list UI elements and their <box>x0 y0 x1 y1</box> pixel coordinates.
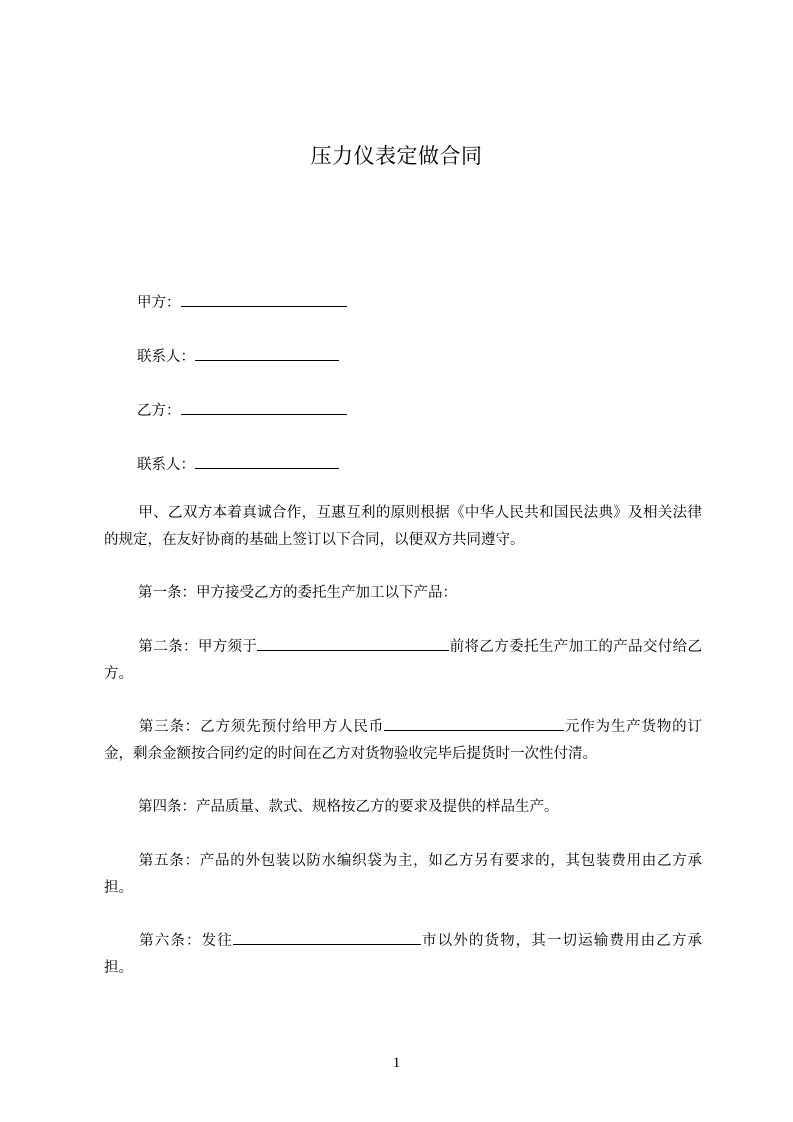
article-4-text: 第四条：产品质量、款式、规格按乙方的要求及提供的样品生产。 <box>138 799 559 815</box>
contact-a-label: 联系人： <box>137 349 195 365</box>
contact-b-label: 联系人： <box>137 457 195 473</box>
article-5 <box>104 848 702 902</box>
article-6-blank <box>233 930 421 945</box>
contact-b-field <box>137 453 339 474</box>
document-title: 压力仪表定做合同 <box>310 144 483 168</box>
article-3-text-after: 元作为生产货物的订金，剩余金额按合同约定的时间在乙方对货物验收完毕后提货时一次性付清。 <box>104 719 703 762</box>
article-6-text-after: 市以外的货物，其一切运输费用由乙方承担。 <box>104 933 703 976</box>
article-5-text: 第五条：产品的外包装以防水编织袋为主，如乙方另有要求的，其包装费用由乙方承担。 <box>104 853 702 896</box>
article-1-text: 第一条：甲方接受乙方的委托生产加工以下产品： <box>138 585 457 601</box>
party-b-field <box>137 399 347 420</box>
article-3 <box>104 714 702 768</box>
article-1 <box>104 580 702 607</box>
article-3-text-before: 第三条：乙方须先预付给甲方人民币 <box>138 719 385 735</box>
article-4 <box>104 794 702 821</box>
contact-a-blank <box>195 346 339 361</box>
article-6-text-before: 第六条：发往 <box>138 933 233 949</box>
article-6 <box>104 928 702 982</box>
party-b-label: 乙方： <box>137 403 181 419</box>
party-b-blank <box>181 400 347 415</box>
article-3-blank <box>384 716 564 731</box>
article-2-text-after: 前将乙方委托生产加工的产品交付给乙方。 <box>104 639 703 682</box>
party-a-blank <box>181 292 347 307</box>
party-a-label: 甲方： <box>137 295 181 311</box>
intro-text: 甲、乙双方本着真诚合作，互惠互利的原则根据《中华人民共和国民法典》及相关法律的规定，在友好协商的基础上签订以下合同，以便双方共同遵守。 <box>104 505 702 548</box>
party-a-field <box>137 291 347 312</box>
contact-a-field <box>137 345 339 366</box>
intro-paragraph <box>104 500 702 554</box>
article-2 <box>104 634 702 688</box>
article-2-blank <box>257 636 449 651</box>
page-number: 1 <box>392 1055 401 1071</box>
article-2-text-before: 第二条：甲方须于 <box>138 639 258 655</box>
contact-b-blank <box>195 454 339 469</box>
